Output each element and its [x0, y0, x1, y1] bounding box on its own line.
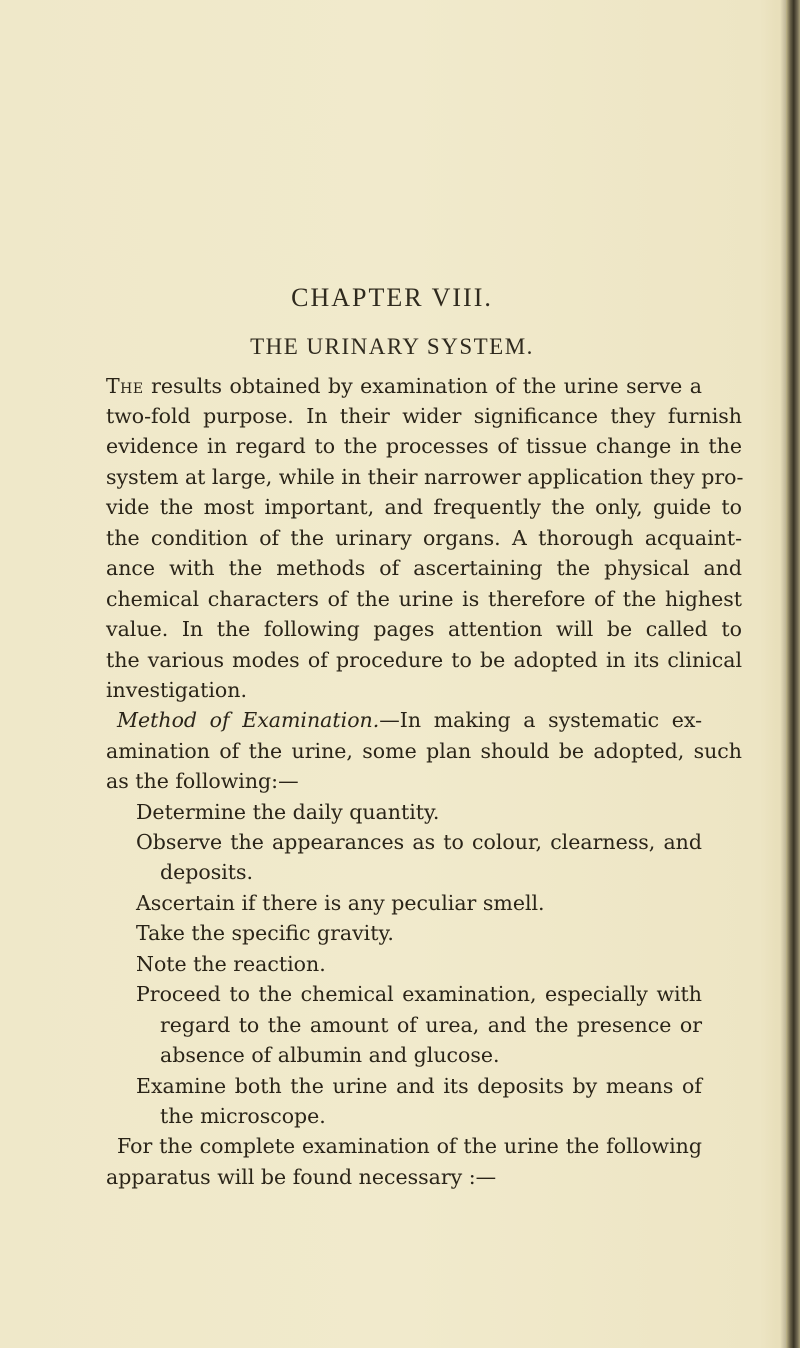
drop-word: The: [106, 374, 144, 398]
list-item: [136, 984, 702, 1005]
list-item-continuation: [160, 1045, 500, 1066]
list-item-continuation: [160, 1015, 702, 1036]
paragraph-line: [106, 376, 702, 397]
line-text: the condition of the urinary organs. A thorough acquaint-: [106, 526, 742, 550]
paragraph-line: [106, 436, 742, 457]
line-text: two-fold purpose. In their wider significance they furnish: [106, 404, 742, 428]
line-text: Examine both the urine and its deposits by means of: [136, 1074, 702, 1098]
line-text: Ascertain if there is any peculiar smell.: [136, 891, 545, 915]
paragraph-line: [106, 741, 742, 762]
paragraph-line: [106, 680, 247, 701]
line-text: evidence in regard to the processes of tissue change in the: [106, 434, 742, 458]
list-item: [136, 893, 545, 914]
book-spine: [786, 0, 800, 1348]
paragraph-line: [106, 406, 742, 427]
line-text: Determine the daily quantity.: [136, 800, 440, 824]
line-text: For the complete examination of the urine the following: [117, 1134, 702, 1158]
list-item-continuation: [160, 1106, 326, 1127]
line-text: —In making a systematic ex-: [379, 708, 702, 732]
list-item: [136, 923, 394, 944]
paragraph-line: [106, 650, 742, 671]
list-item: [136, 832, 702, 853]
paragraph-line: [106, 558, 742, 579]
list-item: [136, 802, 439, 823]
paragraph-line: [106, 619, 742, 640]
paragraph-line: [117, 1136, 702, 1157]
line-text: value. In the following pages attention will be called to: [106, 617, 742, 641]
line-text: Proceed to the chemical examination, especially with: [136, 982, 702, 1006]
method-heading: Method of Examination.: [117, 708, 380, 732]
list-item-continuation: [160, 862, 253, 883]
line-text: vide the most important, and frequently the only, guide to: [106, 495, 742, 519]
line-text: the various modes of procedure to be adopted in its clinical: [106, 648, 742, 672]
paragraph-line: [106, 528, 742, 549]
paragraph-line: [117, 710, 702, 731]
line-text: ance with the methods of ascertaining the physical and: [106, 556, 742, 580]
list-item: [136, 954, 326, 975]
line-text: the microscope.: [160, 1104, 326, 1128]
line-text: investigation.: [106, 678, 247, 702]
paragraph-line: [106, 497, 742, 518]
list-item: [136, 1076, 702, 1097]
line-text: amination of the urine, some plan should be adopted, such: [106, 739, 742, 763]
line-text: Note the reaction.: [136, 952, 326, 976]
line-text: apparatus will be found necessary :—: [106, 1165, 497, 1189]
chapter-title: CHAPTER VIII.: [291, 283, 493, 312]
paragraph-line: [106, 589, 742, 610]
line-text: Take the specific gravity.: [136, 921, 394, 945]
paragraph-line: [106, 1167, 496, 1188]
paragraph-line: [106, 467, 742, 488]
line-text: as the following:—: [106, 769, 299, 793]
paragraph-line: [106, 771, 299, 792]
line-text: deposits.: [160, 860, 254, 884]
line-text: Observe the appearances as to colour, clearness, and: [136, 830, 702, 854]
line-text: regard to the amount of urea, and the presence or: [160, 1013, 702, 1037]
line-text: chemical characters of the urine is therefore of the highest: [106, 587, 742, 611]
section-title: THE URINARY SYSTEM.: [250, 334, 534, 359]
line-text: system at large, while in their narrower application they pro-: [106, 465, 744, 489]
line-text: results obtained by examination of the urine serve a: [151, 374, 702, 398]
line-text: absence of albumin and glucose.: [160, 1043, 500, 1067]
